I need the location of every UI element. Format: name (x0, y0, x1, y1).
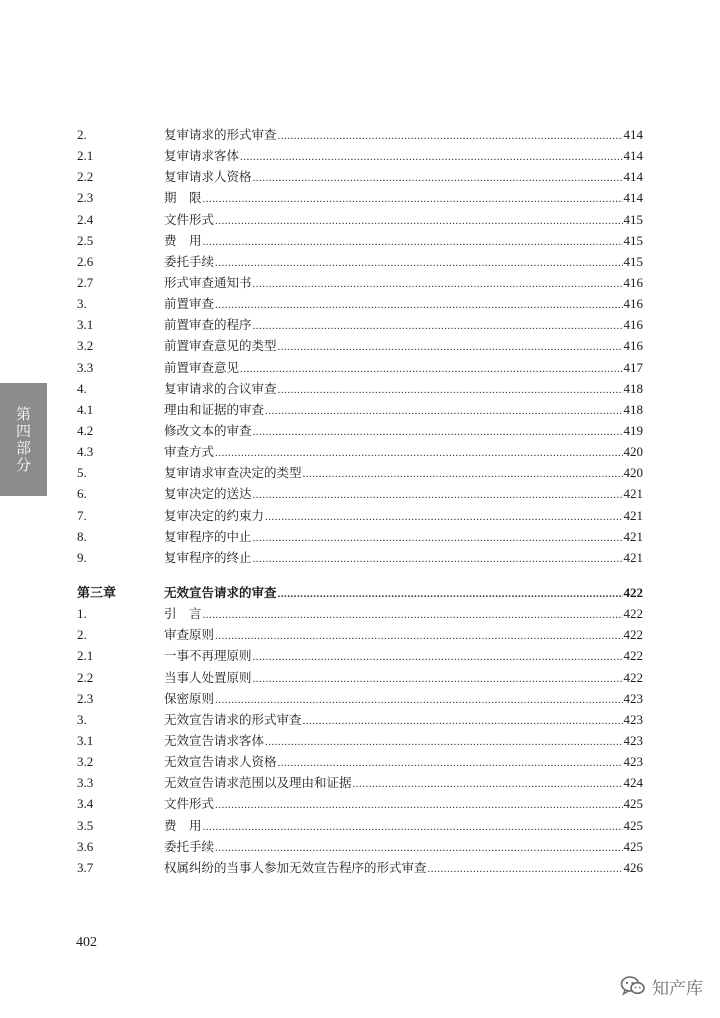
toc-entry-page: 415 (623, 211, 643, 227)
toc-entry-page: 416 (623, 317, 643, 333)
toc-entry-title: 费 用 (164, 232, 202, 248)
toc-entry-number: 2.3 (77, 190, 94, 206)
toc-entry-number: 4.1 (77, 401, 94, 417)
toc-entry-page: 421 (623, 528, 643, 544)
toc-entry-number: 3.6 (77, 838, 94, 854)
toc-leader-dots (253, 647, 623, 668)
toc-entry-title: 委托手续 (164, 253, 215, 269)
toc-entry-title: 无效宣告请求的形式审查 (164, 711, 302, 727)
toc-row (77, 230, 643, 251)
toc-leader-dots (265, 401, 622, 422)
toc-row (77, 357, 643, 378)
toc-entry-page: 425 (623, 817, 643, 833)
toc-row (77, 751, 643, 772)
toc-leader-dots (215, 690, 622, 711)
toc-entry-number: 3.3 (77, 359, 94, 375)
toc-entry-title: 复审请求的合议审查 (164, 380, 277, 396)
toc-entry-number: 1. (77, 606, 87, 622)
toc-row (77, 314, 643, 335)
toc-entry-number: 4.3 (77, 444, 94, 460)
toc-entry-number: 2.6 (77, 253, 94, 269)
toc-leader-dots (253, 669, 623, 690)
toc-leader-dots (240, 147, 622, 168)
toc-entry-page: 419 (623, 422, 643, 438)
toc-entry-number: 2.2 (77, 169, 94, 185)
toc-entry-number: 5. (77, 465, 87, 481)
page-number: 402 (76, 935, 97, 950)
toc-row (77, 526, 643, 547)
toc-entry-page: 422 (623, 648, 643, 664)
toc-entry-page: 422 (623, 584, 643, 600)
toc-row (77, 462, 643, 483)
toc-entry-page: 414 (623, 148, 643, 164)
toc-leader-dots (303, 464, 623, 485)
toc-entry-page: 423 (623, 711, 643, 727)
toc-leader-dots (265, 732, 622, 753)
toc-entry-title: 无效宣告请求人资格 (164, 754, 277, 770)
toc-entry-title: 复审请求人资格 (164, 169, 252, 185)
toc-entry-page: 421 (623, 486, 643, 502)
toc-entry-page: 422 (623, 606, 643, 622)
toc-leader-dots (203, 817, 623, 838)
toc-row (77, 836, 643, 857)
toc-entry-page: 414 (623, 190, 643, 206)
toc-row (77, 624, 643, 645)
toc-leader-dots (253, 549, 623, 570)
toc-row (77, 730, 643, 751)
toc-entry-page: 420 (623, 465, 643, 481)
toc-entry-number: 3.3 (77, 775, 94, 791)
toc-entry-page: 424 (623, 775, 643, 791)
toc-entry-number: 2.4 (77, 211, 94, 227)
toc-leader-dots (278, 584, 623, 605)
toc-entry-title: 无效宣告请求客体 (164, 732, 265, 748)
toc-entry-title: 文件形式 (164, 796, 215, 812)
toc-row (77, 166, 643, 187)
toc-entry-page: 416 (623, 274, 643, 290)
toc-row (77, 547, 643, 568)
toc-entry-title: 形式审查通知书 (164, 274, 252, 290)
toc-leader-dots (353, 774, 623, 795)
toc-entry-page: 422 (623, 627, 643, 643)
toc-row (77, 187, 643, 208)
toc-entry-page: 426 (623, 859, 643, 875)
toc-leader-dots (265, 507, 622, 528)
toc-entry-number: 2.1 (77, 148, 94, 164)
toc-entry-title: 复审请求客体 (164, 148, 240, 164)
toc-row (77, 335, 643, 356)
toc-entry-title: 复审决定的送达 (164, 486, 252, 502)
toc-row (77, 399, 643, 420)
toc-entry-title: 审查原则 (164, 627, 215, 643)
section-side-tab (0, 383, 47, 496)
toc-leader-dots (278, 126, 623, 147)
toc-row (77, 293, 643, 314)
toc-entry-number: 第三章 (77, 584, 117, 600)
toc-entry-number: 3.2 (77, 338, 94, 354)
toc-row (77, 272, 643, 293)
toc-entry-page: 425 (623, 796, 643, 812)
toc-entry-number: 2.1 (77, 648, 94, 664)
toc-entry-number: 2. (77, 127, 87, 142)
toc-entry-title: 复审程序的中止 (164, 528, 252, 544)
toc-entry-title: 修改文本的审查 (164, 422, 252, 438)
wechat-icon (620, 975, 646, 997)
toc-leader-dots (278, 337, 623, 358)
toc-entry-title: 委托手续 (164, 838, 215, 854)
toc-entry-number: 3.7 (77, 859, 94, 875)
toc-entry-number: 3. (77, 711, 87, 727)
toc-leader-dots (278, 380, 623, 401)
toc-entry-number: 2.7 (77, 274, 94, 290)
toc-row (77, 441, 643, 462)
toc-entry-title: 复审决定的约束力 (164, 507, 265, 523)
toc-entry-title: 前置审查 (164, 296, 215, 312)
toc-row (77, 857, 643, 878)
toc-entry-title: 费 用 (164, 817, 202, 833)
toc-leader-dots (215, 838, 622, 859)
toc-leader-dots (428, 859, 623, 880)
toc-entry-number: 2.5 (77, 232, 94, 248)
toc-entry-title: 保密原则 (164, 690, 215, 706)
toc-entry-page: 414 (623, 169, 643, 185)
toc-row (77, 772, 643, 793)
toc-entry-title: 文件形式 (164, 211, 215, 227)
toc-entry-title: 理由和证据的审查 (164, 401, 265, 417)
toc-entry-page: 423 (623, 732, 643, 748)
toc-row (77, 420, 643, 441)
toc-leader-dots (303, 711, 623, 732)
toc-entry-number: 4. (77, 380, 87, 396)
toc-entry-page: 417 (623, 359, 643, 375)
toc-entry-page: 415 (623, 232, 643, 248)
toc-entry-number: 3.1 (77, 317, 94, 333)
toc-row (77, 603, 643, 624)
toc-entry-page: 423 (623, 754, 643, 770)
toc-entry-title: 复审请求审查决定的类型 (164, 465, 302, 481)
toc-entry-title: 前置审查意见的类型 (164, 338, 277, 354)
toc-row (77, 145, 643, 166)
toc-entry-page: 421 (623, 549, 643, 565)
toc-entry-number: 9. (77, 549, 87, 565)
toc-entry-title: 引 言 (164, 606, 202, 622)
toc-entry-number: 3.5 (77, 817, 94, 833)
toc-entry-page: 415 (623, 253, 643, 269)
toc-chapter-row (77, 582, 643, 603)
toc-row (77, 667, 643, 688)
toc-leader-dots (240, 359, 622, 380)
toc-leader-dots (215, 211, 622, 232)
toc-entry-number: 2.2 (77, 669, 94, 685)
toc-entry-page: 421 (623, 507, 643, 523)
toc-entry-number: 3. (77, 296, 87, 312)
toc-entry-number: 7. (77, 507, 87, 523)
toc-entry-page: 414 (623, 127, 643, 142)
toc-leader-dots (278, 753, 623, 774)
toc-entry-number: 8. (77, 528, 87, 544)
toc-row (77, 793, 643, 814)
toc-leader-dots (253, 168, 623, 189)
toc-entry-title: 复审程序的终止 (164, 549, 252, 565)
toc-row (77, 645, 643, 666)
toc-entry-title: 前置审查的程序 (164, 317, 252, 333)
toc-entry-title: 无效宣告请求范围以及理由和证据 (164, 775, 352, 791)
toc-entry-number: 4.2 (77, 422, 94, 438)
toc-entry-title: 当事人处置原则 (164, 669, 252, 685)
toc-row (77, 688, 643, 709)
side-tab-label: 第四部分 (14, 405, 32, 474)
toc-entry-page: 416 (623, 338, 643, 354)
toc-leader-dots (203, 189, 623, 210)
toc-entry-number: 3.4 (77, 796, 94, 812)
toc-entry-page: 416 (623, 296, 643, 312)
toc-entry-page: 425 (623, 838, 643, 854)
toc-leader-dots (203, 232, 623, 253)
toc-entry-title: 审查方式 (164, 444, 215, 460)
toc-row (77, 251, 643, 272)
toc-entry-title: 权属纠纷的当事人参加无效宣告程序的形式审查 (164, 859, 427, 875)
toc-row (77, 505, 643, 526)
toc-leader-dots (253, 485, 623, 506)
toc-entry-number: 6. (77, 486, 87, 502)
toc-row (77, 124, 643, 145)
toc-row (77, 378, 643, 399)
toc-row (77, 709, 643, 730)
toc-row (77, 815, 643, 836)
toc-leader-dots (215, 295, 622, 316)
toc-entry-number: 3.1 (77, 732, 94, 748)
toc-leader-dots (253, 528, 623, 549)
toc-leader-dots (215, 795, 622, 816)
toc-entry-title: 期 限 (164, 190, 202, 206)
toc-entry-page: 422 (623, 669, 643, 685)
toc-leader-dots (253, 274, 623, 295)
toc-leader-dots (203, 605, 623, 626)
toc-entry-page: 418 (623, 380, 643, 396)
toc-entry-number: 3.2 (77, 754, 94, 770)
toc-entry-page: 418 (623, 401, 643, 417)
toc-leader-dots (215, 626, 622, 647)
toc-entry-page: 423 (623, 690, 643, 706)
toc-leader-dots (215, 253, 622, 274)
toc-entry-page: 420 (623, 444, 643, 460)
toc-entry-title: 前置审查意见 (164, 359, 240, 375)
toc-row (77, 483, 643, 504)
toc-entry-title: 复审请求的形式审查 (164, 127, 277, 142)
table-of-contents (77, 124, 643, 878)
toc-entry-number: 2. (77, 627, 87, 643)
watermark (620, 972, 703, 1000)
toc-entry-title: 无效宣告请求的审查 (164, 584, 277, 600)
toc-entry-number: 2.3 (77, 690, 94, 706)
toc-leader-dots (253, 316, 623, 337)
toc-row (77, 209, 643, 230)
toc-leader-dots (253, 422, 623, 443)
toc-entry-title: 一事不再理原则 (164, 648, 252, 664)
toc-leader-dots (215, 443, 622, 464)
watermark-text: 知产库 (652, 978, 703, 999)
